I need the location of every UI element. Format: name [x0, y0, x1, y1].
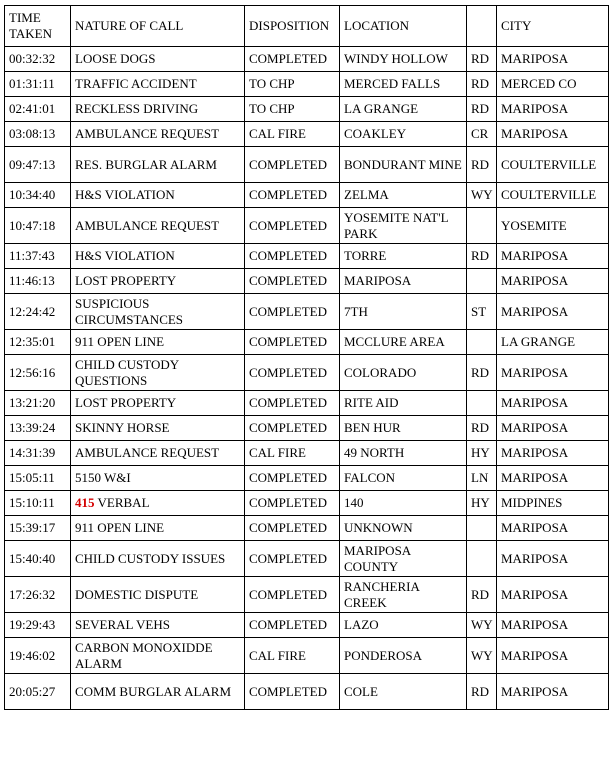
cell-city: MERCED CO: [497, 72, 609, 97]
cell-suffix: RD: [467, 244, 497, 269]
cell-city: MARIPOSA: [497, 638, 609, 674]
cell-city: MARIPOSA: [497, 577, 609, 613]
table-row: [5, 355, 609, 391]
cell-suffix: HY: [467, 491, 497, 516]
cell-location: YOSEMITE NAT'L PARK: [340, 208, 467, 244]
cell-suffix: ST: [467, 294, 497, 330]
cell-suffix: WY: [467, 638, 497, 674]
cell-time: 10:47:18: [5, 208, 71, 244]
cell-location: RITE AID: [340, 391, 467, 416]
table-row: [5, 330, 609, 355]
table-row: [5, 577, 609, 613]
cell-city: MARIPOSA: [497, 516, 609, 541]
table-row: [5, 516, 609, 541]
cell-disposition: COMPLETED: [245, 541, 340, 577]
cell-nature: [71, 244, 245, 269]
cell-location: UNKNOWN: [340, 516, 467, 541]
cell-disposition: CAL FIRE: [245, 638, 340, 674]
nature-text: AMBULANCE REQUEST: [75, 217, 220, 233]
cell-suffix: [467, 330, 497, 355]
cell-time: 01:31:11: [5, 72, 71, 97]
table-row: [5, 541, 609, 577]
cell-nature: [71, 208, 245, 244]
cell-disposition: COMPLETED: [245, 516, 340, 541]
cell-nature: [71, 577, 245, 613]
cell-location: MARIPOSA COUNTY: [340, 541, 467, 577]
cell-time: 09:47:13: [5, 147, 71, 183]
table-row: [5, 97, 609, 122]
cell-nature: [71, 638, 245, 674]
cell-location: TORRE: [340, 244, 467, 269]
cell-suffix: RD: [467, 674, 497, 710]
header-location: LOCATION: [340, 6, 467, 47]
nature-text: VERBAL: [94, 495, 150, 510]
table-row: [5, 208, 609, 244]
cell-suffix: RD: [467, 47, 497, 72]
cell-disposition: COMPLETED: [245, 416, 340, 441]
cell-suffix: LN: [467, 466, 497, 491]
table-row: [5, 638, 609, 674]
table-row: [5, 147, 609, 183]
cell-city: MARIPOSA: [497, 441, 609, 466]
nature-text: H&S VIOLATION: [75, 248, 175, 263]
cell-time: 13:39:24: [5, 416, 71, 441]
cell-nature: [71, 541, 245, 577]
nature-text: CHILD CUSTODY ISSUES: [75, 550, 226, 566]
cell-time: 12:24:42: [5, 294, 71, 330]
cell-nature: [71, 441, 245, 466]
cell-nature: [71, 391, 245, 416]
cell-disposition: TO CHP: [245, 97, 340, 122]
header-disposition: DISPOSITION: [245, 6, 340, 47]
cell-time: 12:35:01: [5, 330, 71, 355]
table-row: [5, 183, 609, 208]
table-row: [5, 294, 609, 330]
cell-location: PONDEROSA: [340, 638, 467, 674]
cell-city: MIDPINES: [497, 491, 609, 516]
cell-disposition: CAL FIRE: [245, 441, 340, 466]
cell-location: FALCON: [340, 466, 467, 491]
cell-suffix: RD: [467, 355, 497, 391]
cell-suffix: [467, 391, 497, 416]
cell-location: LA GRANGE: [340, 97, 467, 122]
cell-city: MARIPOSA: [497, 244, 609, 269]
cell-location: MARIPOSA: [340, 269, 467, 294]
nature-text: RECKLESS DRIVING: [75, 101, 199, 116]
cell-location: COLORADO: [340, 355, 467, 391]
nature-text: AMBULANCE REQUEST: [75, 126, 220, 141]
table-row: [5, 441, 609, 466]
cell-suffix: CR: [467, 122, 497, 147]
cell-location: 49 NORTH: [340, 441, 467, 466]
nature-text: 911 OPEN LINE: [75, 334, 165, 349]
cell-city: MARIPOSA: [497, 466, 609, 491]
cell-city: MARIPOSA: [497, 294, 609, 330]
cell-disposition: COMPLETED: [245, 355, 340, 391]
cell-time: 15:10:11: [5, 491, 71, 516]
cell-suffix: RD: [467, 577, 497, 613]
cell-disposition: COMPLETED: [245, 208, 340, 244]
cell-disposition: COMPLETED: [245, 330, 340, 355]
nature-text: H&S VIOLATION: [75, 187, 175, 202]
cell-nature: [71, 416, 245, 441]
cell-nature: [71, 491, 245, 516]
cell-city: YOSEMITE: [497, 208, 609, 244]
cell-disposition: COMPLETED: [245, 613, 340, 638]
cell-disposition: COMPLETED: [245, 294, 340, 330]
table-row: [5, 269, 609, 294]
cell-city: MARIPOSA: [497, 47, 609, 72]
cell-location: COAKLEY: [340, 122, 467, 147]
cell-city: MARIPOSA: [497, 613, 609, 638]
table-row: [5, 244, 609, 269]
table-row: [5, 391, 609, 416]
cell-location: BONDURANT MINE: [340, 147, 467, 183]
cell-disposition: COMPLETED: [245, 577, 340, 613]
call-log-body: [5, 47, 609, 710]
nature-text: RES. BURGLAR ALARM: [75, 156, 217, 172]
cell-time: 10:34:40: [5, 183, 71, 208]
table-row: [5, 72, 609, 97]
cell-suffix: [467, 269, 497, 294]
table-row: [5, 122, 609, 147]
cell-city: MARIPOSA: [497, 122, 609, 147]
cell-time: 20:05:27: [5, 674, 71, 710]
cell-nature: [71, 72, 245, 97]
header-suffix: [467, 6, 497, 47]
cell-nature: [71, 147, 245, 183]
table-row: [5, 674, 609, 710]
cell-time: 15:40:40: [5, 541, 71, 577]
cell-suffix: [467, 208, 497, 244]
nature-text: SEVERAL VEHS: [75, 617, 170, 632]
nature-text: LOOSE DOGS: [75, 51, 156, 66]
cell-nature: [71, 47, 245, 72]
cell-location: ZELMA: [340, 183, 467, 208]
cell-time: 17:26:32: [5, 577, 71, 613]
nature-text: SUSPICIOUS CIRCUMSTANCES: [75, 295, 184, 327]
cell-time: 15:39:17: [5, 516, 71, 541]
cell-location: 140: [340, 491, 467, 516]
nature-text: SKINNY HORSE: [75, 420, 170, 435]
cell-disposition: COMPLETED: [245, 147, 340, 183]
cell-city: MARIPOSA: [497, 269, 609, 294]
nature-code-highlight: 415: [75, 495, 95, 510]
cell-disposition: COMPLETED: [245, 183, 340, 208]
cell-nature: [71, 355, 245, 391]
cell-nature: [71, 330, 245, 355]
cell-nature: [71, 466, 245, 491]
cell-nature: [71, 97, 245, 122]
nature-text: LOST PROPERTY: [75, 395, 177, 410]
cell-nature: [71, 122, 245, 147]
cell-city: MARIPOSA: [497, 416, 609, 441]
cell-location: COLE: [340, 674, 467, 710]
cell-disposition: COMPLETED: [245, 491, 340, 516]
cell-time: 03:08:13: [5, 122, 71, 147]
nature-text: LOST PROPERTY: [75, 273, 177, 288]
cell-time: 15:05:11: [5, 466, 71, 491]
cell-city: COULTERVILLE: [497, 183, 609, 208]
cell-suffix: RD: [467, 97, 497, 122]
cell-suffix: [467, 541, 497, 577]
cell-city: LA GRANGE: [497, 330, 609, 355]
cell-suffix: RD: [467, 416, 497, 441]
nature-text: CARBON MONOXIDDE ALARM: [75, 639, 213, 671]
cell-location: MERCED FALLS: [340, 72, 467, 97]
cell-city: MARIPOSA: [497, 97, 609, 122]
cell-suffix: WY: [467, 183, 497, 208]
cell-nature: [71, 613, 245, 638]
cell-location: 7TH: [340, 294, 467, 330]
cell-disposition: COMPLETED: [245, 674, 340, 710]
header-nature: NATURE OF CALL: [71, 6, 245, 47]
table-row: [5, 491, 609, 516]
cell-time: 12:56:16: [5, 355, 71, 391]
cell-suffix: HY: [467, 441, 497, 466]
nature-text: COMM BURGLAR ALARM: [75, 683, 232, 699]
header-time: TIME TAKEN: [5, 6, 71, 47]
cell-nature: [71, 294, 245, 330]
cell-city: COULTERVILLE: [497, 147, 609, 183]
nature-text: 5150 W&I: [75, 470, 131, 485]
table-row: [5, 466, 609, 491]
cell-time: 00:32:32: [5, 47, 71, 72]
cell-city: MARIPOSA: [497, 541, 609, 577]
cell-disposition: COMPLETED: [245, 466, 340, 491]
nature-text: TRAFFIC ACCIDENT: [75, 76, 197, 91]
cell-time: 19:29:43: [5, 613, 71, 638]
table-row: [5, 613, 609, 638]
cell-time: 11:46:13: [5, 269, 71, 294]
cell-nature: [71, 183, 245, 208]
nature-text: AMBULANCE REQUEST: [75, 445, 220, 460]
cell-location: WINDY HOLLOW: [340, 47, 467, 72]
cell-suffix: RD: [467, 72, 497, 97]
cell-disposition: COMPLETED: [245, 391, 340, 416]
cell-suffix: WY: [467, 613, 497, 638]
cell-city: MARIPOSA: [497, 355, 609, 391]
cell-nature: [71, 516, 245, 541]
cell-disposition: TO CHP: [245, 72, 340, 97]
cell-location: RANCHERIA CREEK: [340, 577, 467, 613]
call-log-table: [4, 5, 609, 710]
cell-time: 13:21:20: [5, 391, 71, 416]
cell-suffix: [467, 516, 497, 541]
cell-time: 11:37:43: [5, 244, 71, 269]
cell-suffix: RD: [467, 147, 497, 183]
cell-nature: [71, 269, 245, 294]
cell-time: 02:41:01: [5, 97, 71, 122]
cell-nature: [71, 674, 245, 710]
header-city: CITY: [497, 6, 609, 47]
nature-text: CHILD CUSTODY QUESTIONS: [75, 356, 179, 388]
cell-city: MARIPOSA: [497, 674, 609, 710]
cell-city: MARIPOSA: [497, 391, 609, 416]
cell-disposition: COMPLETED: [245, 47, 340, 72]
table-row: [5, 47, 609, 72]
header-row: [5, 6, 609, 47]
nature-text: DOMESTIC DISPUTE: [75, 586, 199, 602]
cell-time: 19:46:02: [5, 638, 71, 674]
cell-disposition: CAL FIRE: [245, 122, 340, 147]
cell-time: 14:31:39: [5, 441, 71, 466]
cell-location: BEN HUR: [340, 416, 467, 441]
call-log: [4, 5, 609, 710]
nature-text: 911 OPEN LINE: [75, 520, 165, 535]
table-row: [5, 416, 609, 441]
cell-disposition: COMPLETED: [245, 269, 340, 294]
cell-disposition: COMPLETED: [245, 244, 340, 269]
cell-location: LAZO: [340, 613, 467, 638]
cell-location: MCCLURE AREA: [340, 330, 467, 355]
